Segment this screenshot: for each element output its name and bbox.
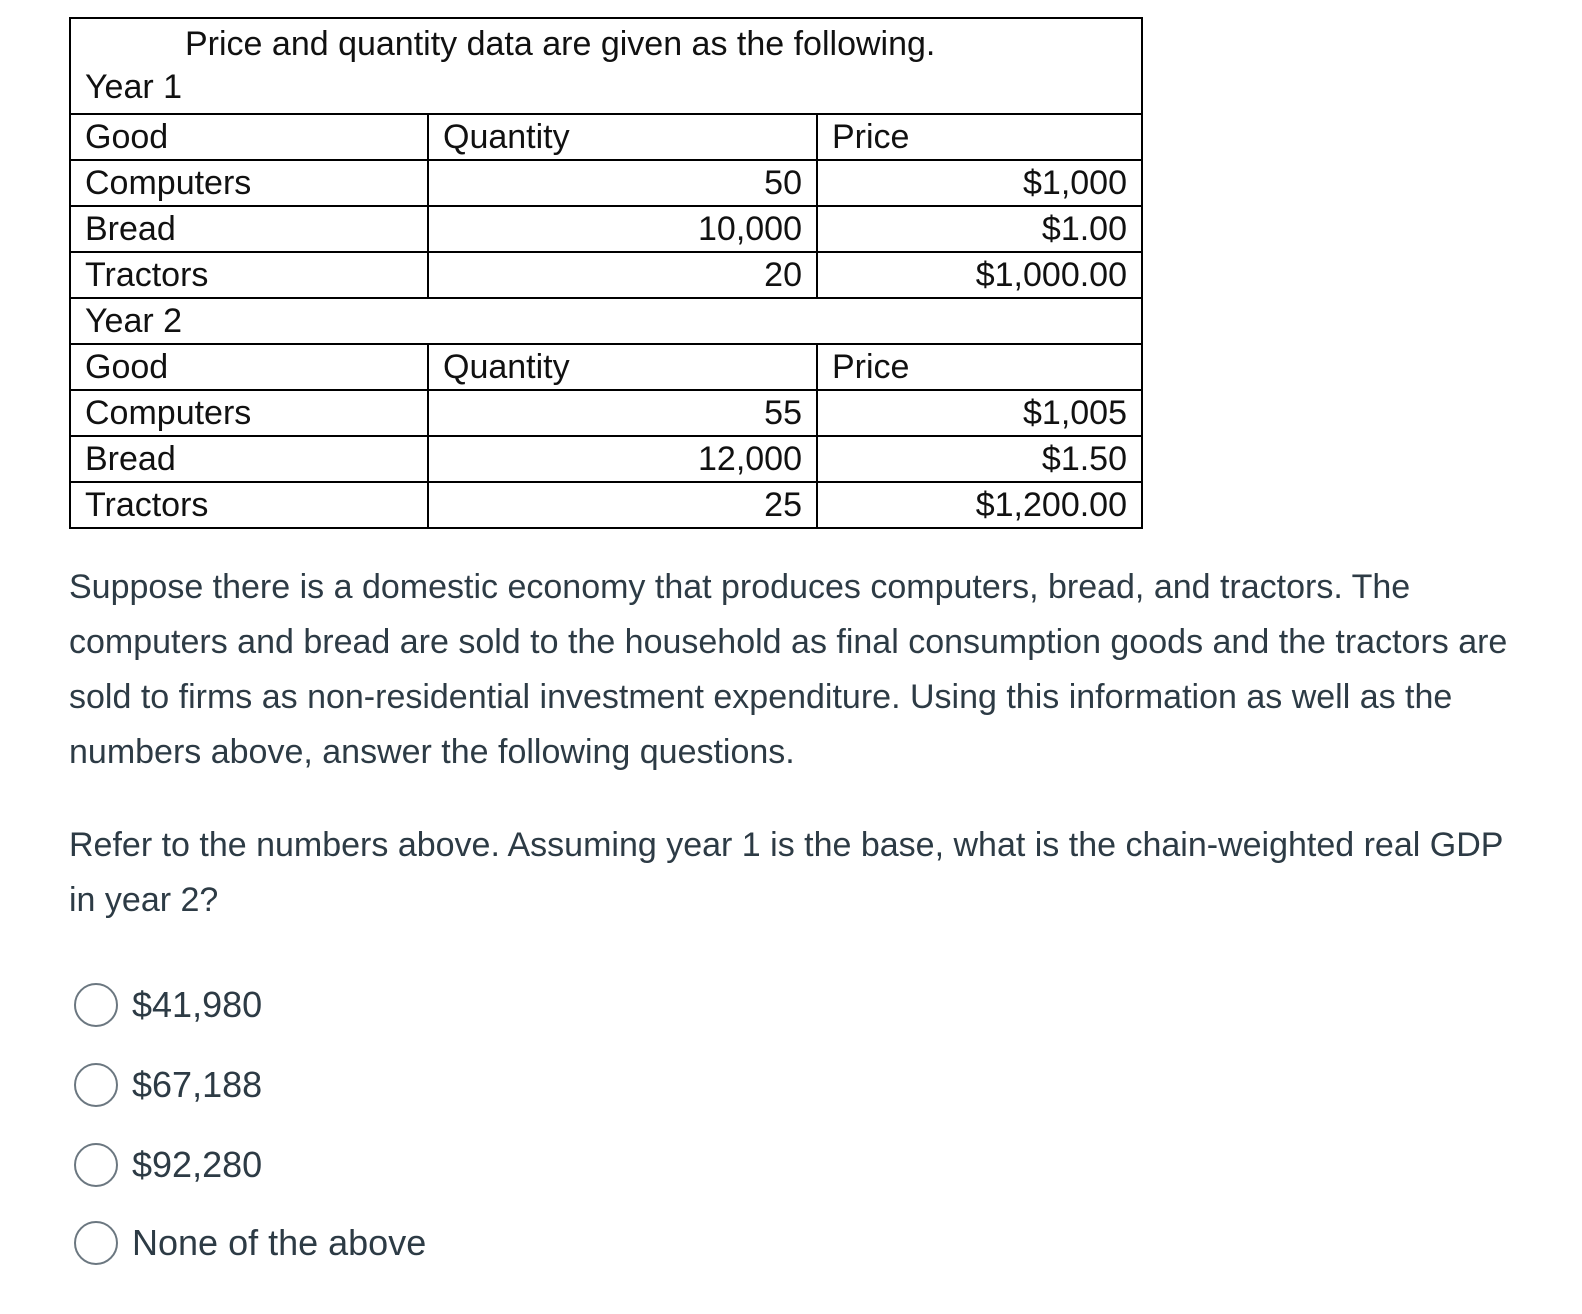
table-row [70, 482, 1142, 528]
table-title-row [70, 18, 1142, 114]
table-row [70, 436, 1142, 482]
quantity-value: 10,000 [428, 206, 817, 252]
quantity-value: 55 [428, 390, 817, 436]
radio-button[interactable] [74, 983, 118, 1027]
price-quantity-table [69, 17, 1143, 529]
header-quantity: Quantity [428, 344, 817, 390]
option-label: $41,980 [132, 984, 263, 1025]
radio-button[interactable] [74, 1063, 118, 1107]
question-intro: Suppose there is a domestic economy that produces computers, bread, and tractors. The computers and bread are sold to the household as final consumption goods and the tractors are sold to firms as non-residential investment expenditure. Using this information as well as the numbers above, answer the following questions. [69, 568, 1508, 771]
quantity-value: 50 [428, 160, 817, 206]
quantity-value: 25 [428, 482, 817, 528]
table-row [70, 160, 1142, 206]
table-row [70, 206, 1142, 252]
quantity-value: 20 [428, 252, 817, 298]
year-2-header-row [70, 344, 1142, 390]
year-1-header-row [70, 114, 1142, 160]
radio-button[interactable] [74, 1221, 118, 1265]
header-good: Good [70, 114, 428, 160]
good-name: Tractors [70, 252, 428, 298]
good-name: Bread [70, 206, 428, 252]
option-label: $92,280 [132, 1144, 263, 1185]
answer-option-4[interactable] [74, 1218, 426, 1268]
header-price: Price [817, 344, 1142, 390]
answer-option-3[interactable] [74, 1140, 262, 1190]
answer-option-1[interactable] [74, 980, 262, 1030]
table-row [70, 390, 1142, 436]
good-name: Computers [70, 160, 428, 206]
year-2-label: Year 2 [70, 298, 1142, 344]
radio-button[interactable] [74, 1143, 118, 1187]
header-price: Price [817, 114, 1142, 160]
good-name: Tractors [70, 482, 428, 528]
price-value: $1,000.00 [817, 252, 1142, 298]
option-label: None of the above [132, 1222, 427, 1263]
quantity-value: 12,000 [428, 436, 817, 482]
option-label: $67,188 [132, 1064, 263, 1105]
table-title: Price and quantity data are given as the following. [185, 25, 936, 63]
price-value: $1,000 [817, 160, 1142, 206]
price-value: $1,200.00 [817, 482, 1142, 528]
header-good: Good [70, 344, 428, 390]
price-value: $1,005 [817, 390, 1142, 436]
table-row [70, 252, 1142, 298]
good-name: Computers [70, 390, 428, 436]
table-title-cell [70, 18, 1142, 114]
year-2-label-row [70, 298, 1142, 344]
price-value: $1.00 [817, 206, 1142, 252]
price-value: $1.50 [817, 436, 1142, 482]
answer-option-2[interactable] [74, 1060, 262, 1110]
question-prompt: Refer to the numbers above. Assuming year 1 is the base, what is the chain-weighted real GDP in year 2? [69, 826, 1503, 919]
good-name: Bread [70, 436, 428, 482]
year-1-label: Year 1 [85, 67, 183, 106]
header-quantity: Quantity [428, 114, 817, 160]
